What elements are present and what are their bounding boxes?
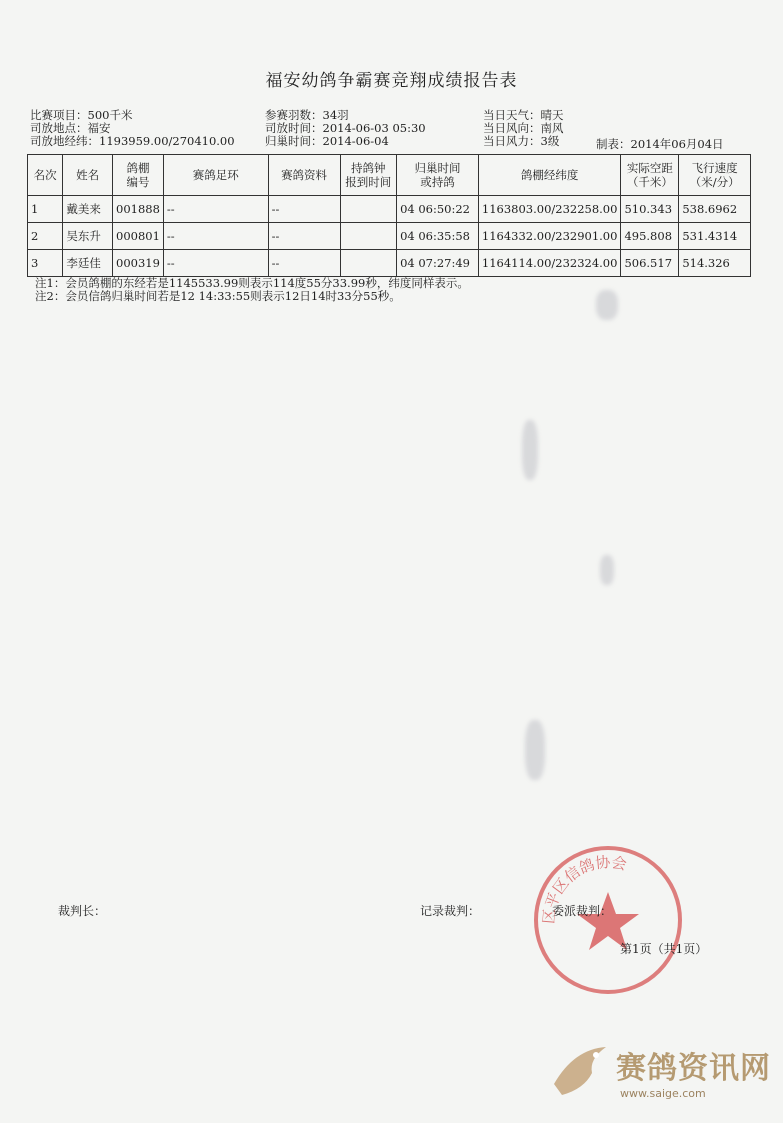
cell-arrival: 04 06:50:22 bbox=[397, 196, 479, 223]
scan-smudge bbox=[596, 290, 618, 320]
cell-loft-id: 000801 bbox=[113, 223, 164, 250]
page-indicator: 第1页（共1页） bbox=[620, 942, 708, 956]
col-name: 姓名 bbox=[63, 155, 113, 196]
table-row bbox=[28, 223, 751, 250]
cell-name: 吴东升 bbox=[63, 223, 113, 250]
cell-clock-time bbox=[340, 223, 397, 250]
weather: 当日天气：晴天 bbox=[483, 108, 564, 122]
col-loft-id: 鸽棚 编号 bbox=[113, 155, 164, 196]
header-weather-info bbox=[483, 108, 564, 147]
watermark-url: www.saige.com bbox=[620, 1087, 706, 1100]
cell-rank: 2 bbox=[28, 223, 63, 250]
cell-rank: 1 bbox=[28, 196, 63, 223]
cell-speed: 514.326 bbox=[679, 250, 751, 277]
referee-label: 裁判长： bbox=[58, 904, 107, 918]
release-coordinates: 司放地经纬：1193959.00/270410.00 bbox=[30, 134, 235, 148]
cell-ring: -- bbox=[163, 250, 268, 277]
table-row bbox=[28, 196, 751, 223]
cell-coordinates: 1164332.00/232901.00 bbox=[478, 223, 621, 250]
scan-smudge bbox=[600, 555, 614, 585]
cell-distance: 506.517 bbox=[621, 250, 679, 277]
recorder-label: 记录裁判： bbox=[420, 904, 481, 918]
note-2: 注2：会员信鸽归巢时间若是12 14:33:55则表示12日14时33分55秒。 bbox=[35, 289, 401, 303]
cell-coordinates: 1163803.00/232258.00 bbox=[478, 196, 621, 223]
header-race-info bbox=[30, 108, 235, 147]
table-header-row bbox=[28, 155, 751, 196]
cell-rank: 3 bbox=[28, 250, 63, 277]
notes bbox=[35, 277, 469, 303]
cell-speed: 538.6962 bbox=[679, 196, 751, 223]
return-date: 归巢时间：2014-06-04 bbox=[265, 134, 389, 148]
cell-bird-info: -- bbox=[268, 196, 340, 223]
col-coordinates: 鸽棚经纬度 bbox=[478, 155, 621, 196]
race-distance: 比赛项目：500千米 bbox=[30, 108, 133, 122]
note-1: 注1：会员鸽棚的东经若是1145533.99则表示114度55分33.99秒，纬度同样表示。 bbox=[35, 276, 469, 290]
site-watermark bbox=[540, 1035, 780, 1115]
cell-arrival: 04 07:27:49 bbox=[397, 250, 479, 277]
col-bird-info: 赛鸽资料 bbox=[268, 155, 340, 196]
header-time-info bbox=[265, 108, 426, 147]
pigeon-logo-icon bbox=[544, 1039, 614, 1109]
official-seal-icon bbox=[528, 840, 688, 1000]
col-clock-time: 持鸽钟 报到时间 bbox=[340, 155, 397, 196]
wind-force: 当日风力：3级 bbox=[483, 134, 560, 148]
cell-clock-time bbox=[340, 250, 397, 277]
cell-bird-info: -- bbox=[268, 250, 340, 277]
scan-smudge bbox=[525, 720, 545, 780]
cell-clock-time bbox=[340, 196, 397, 223]
cell-name: 戴美来 bbox=[63, 196, 113, 223]
col-ring: 赛鸽足环 bbox=[163, 155, 268, 196]
watermark-text: 赛鸽资讯网 bbox=[616, 1051, 771, 1086]
col-arrival: 归巢时间 或持鸽 bbox=[397, 155, 479, 196]
made-date: 制表：2014年06月04日 bbox=[596, 137, 724, 151]
cell-loft-id: 001888 bbox=[113, 196, 164, 223]
cell-name: 李廷佳 bbox=[63, 250, 113, 277]
cell-arrival: 04 06:35:58 bbox=[397, 223, 479, 250]
cell-distance: 510.343 bbox=[621, 196, 679, 223]
entry-count: 参赛羽数：34羽 bbox=[265, 108, 349, 122]
col-rank: 名次 bbox=[28, 155, 63, 196]
results-table bbox=[27, 154, 751, 277]
col-distance: 实际空距 （千米） bbox=[621, 155, 679, 196]
release-time: 司放时间：2014-06-03 05:30 bbox=[265, 121, 426, 135]
report-title: 福安幼鸽争霸赛竞翔成绩报告表 bbox=[265, 71, 518, 91]
cell-bird-info: -- bbox=[268, 223, 340, 250]
wind-direction: 当日风向：南风 bbox=[483, 121, 564, 135]
col-speed: 飞行速度 （米/分） bbox=[679, 155, 751, 196]
cell-speed: 531.4314 bbox=[679, 223, 751, 250]
assigned-referee-label: 委派裁判： bbox=[552, 904, 613, 918]
svg-text:区平区信鸽协会: 区平区信鸽协会 bbox=[539, 853, 629, 925]
cell-ring: -- bbox=[163, 196, 268, 223]
scan-smudge bbox=[522, 420, 538, 480]
release-location: 司放地点：福安 bbox=[30, 121, 111, 135]
cell-loft-id: 000319 bbox=[113, 250, 164, 277]
cell-distance: 495.808 bbox=[621, 223, 679, 250]
table-row bbox=[28, 250, 751, 277]
cell-coordinates: 1164114.00/232324.00 bbox=[478, 250, 621, 277]
cell-ring: -- bbox=[163, 223, 268, 250]
